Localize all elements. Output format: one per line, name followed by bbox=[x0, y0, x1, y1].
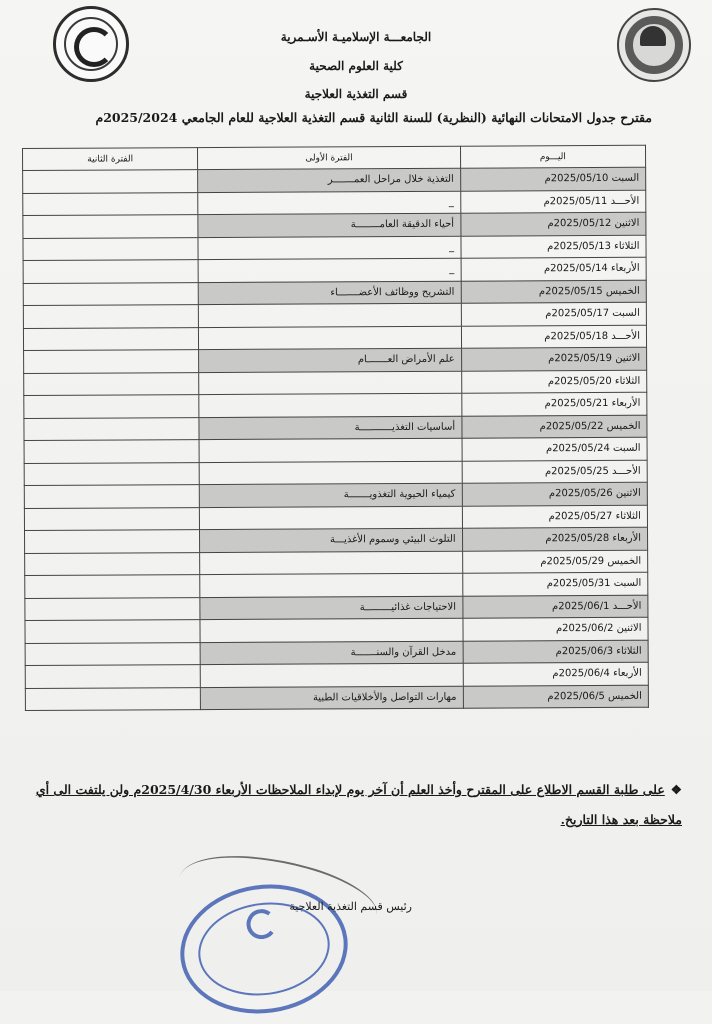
table-row bbox=[24, 347, 647, 373]
period-1-cell: مدخل القرآن والسنـــــــة bbox=[200, 641, 462, 665]
document-title: مقترح جدول الامتحانات النهائية (النظرية) للسنة الثانية قسم التغذية العلاجية للعام الجامعي 2025/2024م bbox=[95, 110, 652, 125]
table-row bbox=[25, 617, 648, 643]
period-2-cell bbox=[23, 260, 198, 283]
table-row bbox=[24, 415, 647, 441]
day-cell: الاثنين 2025/06/2م bbox=[463, 617, 648, 640]
period-2-cell bbox=[24, 417, 199, 440]
period-2-cell bbox=[24, 350, 199, 373]
table-row bbox=[24, 482, 647, 508]
day-cell: الأحـــد 2025/05/11م bbox=[460, 190, 645, 213]
table-row bbox=[25, 595, 648, 621]
table-row bbox=[23, 280, 646, 306]
day-cell: السبت 2025/05/31م bbox=[462, 572, 647, 595]
table-row bbox=[25, 527, 648, 553]
day-cell: الأحـــد 2025/05/18م bbox=[461, 325, 646, 348]
day-cell: السبت 2025/05/24م bbox=[462, 437, 647, 460]
day-cell: الأربعاء 2025/05/21م bbox=[461, 392, 646, 415]
period-2-cell bbox=[23, 282, 198, 305]
table-row bbox=[25, 640, 648, 666]
table-row bbox=[23, 167, 646, 193]
period-2-cell bbox=[24, 507, 199, 530]
table-row bbox=[25, 662, 648, 688]
exam-schedule-table bbox=[22, 145, 649, 711]
day-cell: الأحـــد 2025/05/25م bbox=[462, 460, 647, 483]
period-1-cell: مهارات التواصل والأخلاقيات الطبية bbox=[201, 686, 463, 710]
signature-label: رئيس قسم التغذية العلاجية bbox=[289, 900, 412, 913]
column-header-period-1: الفترة الأولى bbox=[198, 146, 460, 169]
table-row bbox=[23, 302, 646, 328]
table-header-row bbox=[23, 145, 646, 170]
period-2-cell bbox=[25, 530, 200, 553]
period-1-cell bbox=[200, 506, 462, 530]
period-2-cell bbox=[24, 462, 199, 485]
period-1-cell: _ bbox=[198, 258, 460, 282]
day-cell: الثلاثاء 2025/05/20م bbox=[461, 370, 646, 393]
table-row bbox=[23, 190, 646, 216]
period-2-cell bbox=[25, 665, 200, 688]
table-row bbox=[25, 685, 648, 711]
period-1-cell bbox=[200, 551, 462, 575]
period-2-cell bbox=[25, 552, 200, 575]
period-1-cell bbox=[199, 326, 461, 350]
column-header-period-2: الفترة الثانية bbox=[23, 148, 198, 171]
day-cell: الخميس 2025/05/22م bbox=[462, 415, 647, 438]
period-1-cell: كيمياء الحيوية التغذويـــــــة bbox=[200, 483, 462, 507]
period-2-cell bbox=[25, 597, 200, 620]
day-cell: الأربعاء 2025/05/14م bbox=[461, 257, 646, 280]
day-cell: الأربعاء 2025/05/28م bbox=[462, 527, 647, 550]
day-cell: السبت 2025/05/17م bbox=[461, 302, 646, 325]
notice-text: على طلبة القسم الاطلاع على المقترح وأخذ العلم أن آخر يوم لإبداء الملاحظات الأربعاء 2025/4/30م ولن يلتفت الى أي ملاحظة بعد هذا التاريخ. bbox=[35, 782, 682, 827]
day-cell: الثلاثاء 2025/06/3م bbox=[463, 640, 648, 663]
period-2-cell bbox=[25, 620, 200, 643]
period-2-cell bbox=[23, 305, 198, 328]
period-2-cell bbox=[24, 395, 199, 418]
table-row bbox=[24, 460, 647, 486]
period-1-cell: أحياء الدقيقة العامــــــــة bbox=[198, 213, 460, 237]
period-2-cell bbox=[25, 575, 200, 598]
period-1-cell bbox=[199, 461, 461, 485]
period-1-cell bbox=[200, 663, 462, 687]
college-name: كلية العلوم الصحية bbox=[309, 59, 403, 73]
period-1-cell: الاحتياجات غذائيـــــــــة bbox=[200, 596, 462, 620]
period-2-cell bbox=[24, 372, 199, 395]
diamond-bullet-icon: ❖ bbox=[670, 782, 682, 797]
period-1-cell bbox=[199, 371, 461, 395]
period-2-cell bbox=[24, 485, 199, 508]
department-name: قسم التغذية العلاجية bbox=[304, 87, 408, 101]
period-1-cell bbox=[200, 573, 462, 597]
day-cell: الاثنين 2025/05/19م bbox=[461, 347, 646, 370]
column-header-day: اليـــوم bbox=[460, 145, 645, 168]
student-notice bbox=[22, 775, 682, 835]
period-1-cell: أساسيات التغذيـــــــــــة bbox=[199, 416, 461, 440]
table-row bbox=[23, 325, 646, 351]
period-1-cell bbox=[200, 618, 462, 642]
table-row bbox=[23, 235, 646, 261]
university-name: الجامعـــة الإسلاميـة الأسـمرية bbox=[280, 30, 432, 44]
period-2-cell bbox=[24, 440, 199, 463]
period-1-cell: التلوث البيئي وسموم الأغذيـــة bbox=[200, 528, 462, 552]
day-cell: السبت 2025/05/10م bbox=[460, 167, 645, 190]
table-row bbox=[23, 257, 646, 283]
period-2-cell bbox=[25, 687, 200, 710]
period-1-cell bbox=[199, 393, 461, 417]
day-cell: الخميس 2025/05/29م bbox=[462, 550, 647, 573]
day-cell: الثلاثاء 2025/05/13م bbox=[461, 235, 646, 258]
day-cell: الخميس 2025/05/15م bbox=[461, 280, 646, 303]
table-row bbox=[25, 550, 648, 576]
table-row bbox=[24, 505, 647, 531]
period-2-cell bbox=[23, 170, 198, 193]
day-cell: الثلاثاء 2025/05/27م bbox=[462, 505, 647, 528]
period-2-cell bbox=[23, 215, 198, 238]
day-cell: الخميس 2025/06/5م bbox=[463, 685, 648, 708]
period-2-cell bbox=[23, 192, 198, 215]
period-1-cell: علم الأمراض العـــــــام bbox=[199, 348, 461, 372]
period-2-cell bbox=[25, 642, 200, 665]
period-1-cell bbox=[199, 303, 461, 327]
table-row bbox=[24, 370, 647, 396]
period-2-cell bbox=[23, 327, 198, 350]
day-cell: الاثنين 2025/05/12م bbox=[460, 212, 645, 235]
day-cell: الأحـــد 2025/06/1م bbox=[462, 595, 647, 618]
period-1-cell: التشريح ووظائف الأعضـــــــاء bbox=[198, 281, 460, 305]
table-row bbox=[24, 437, 647, 463]
table-row bbox=[24, 392, 647, 418]
period-1-cell: التغذية خلال مراحل العمـــــــر bbox=[198, 168, 460, 192]
period-2-cell bbox=[23, 237, 198, 260]
day-cell: الأربعاء 2025/06/4م bbox=[463, 662, 648, 685]
day-cell: الاثنين 2025/05/26م bbox=[462, 482, 647, 505]
period-1-cell: _ bbox=[198, 191, 460, 215]
period-1-cell: _ bbox=[198, 236, 460, 260]
table-row bbox=[23, 212, 646, 238]
period-1-cell bbox=[199, 438, 461, 462]
table-row bbox=[25, 572, 648, 598]
